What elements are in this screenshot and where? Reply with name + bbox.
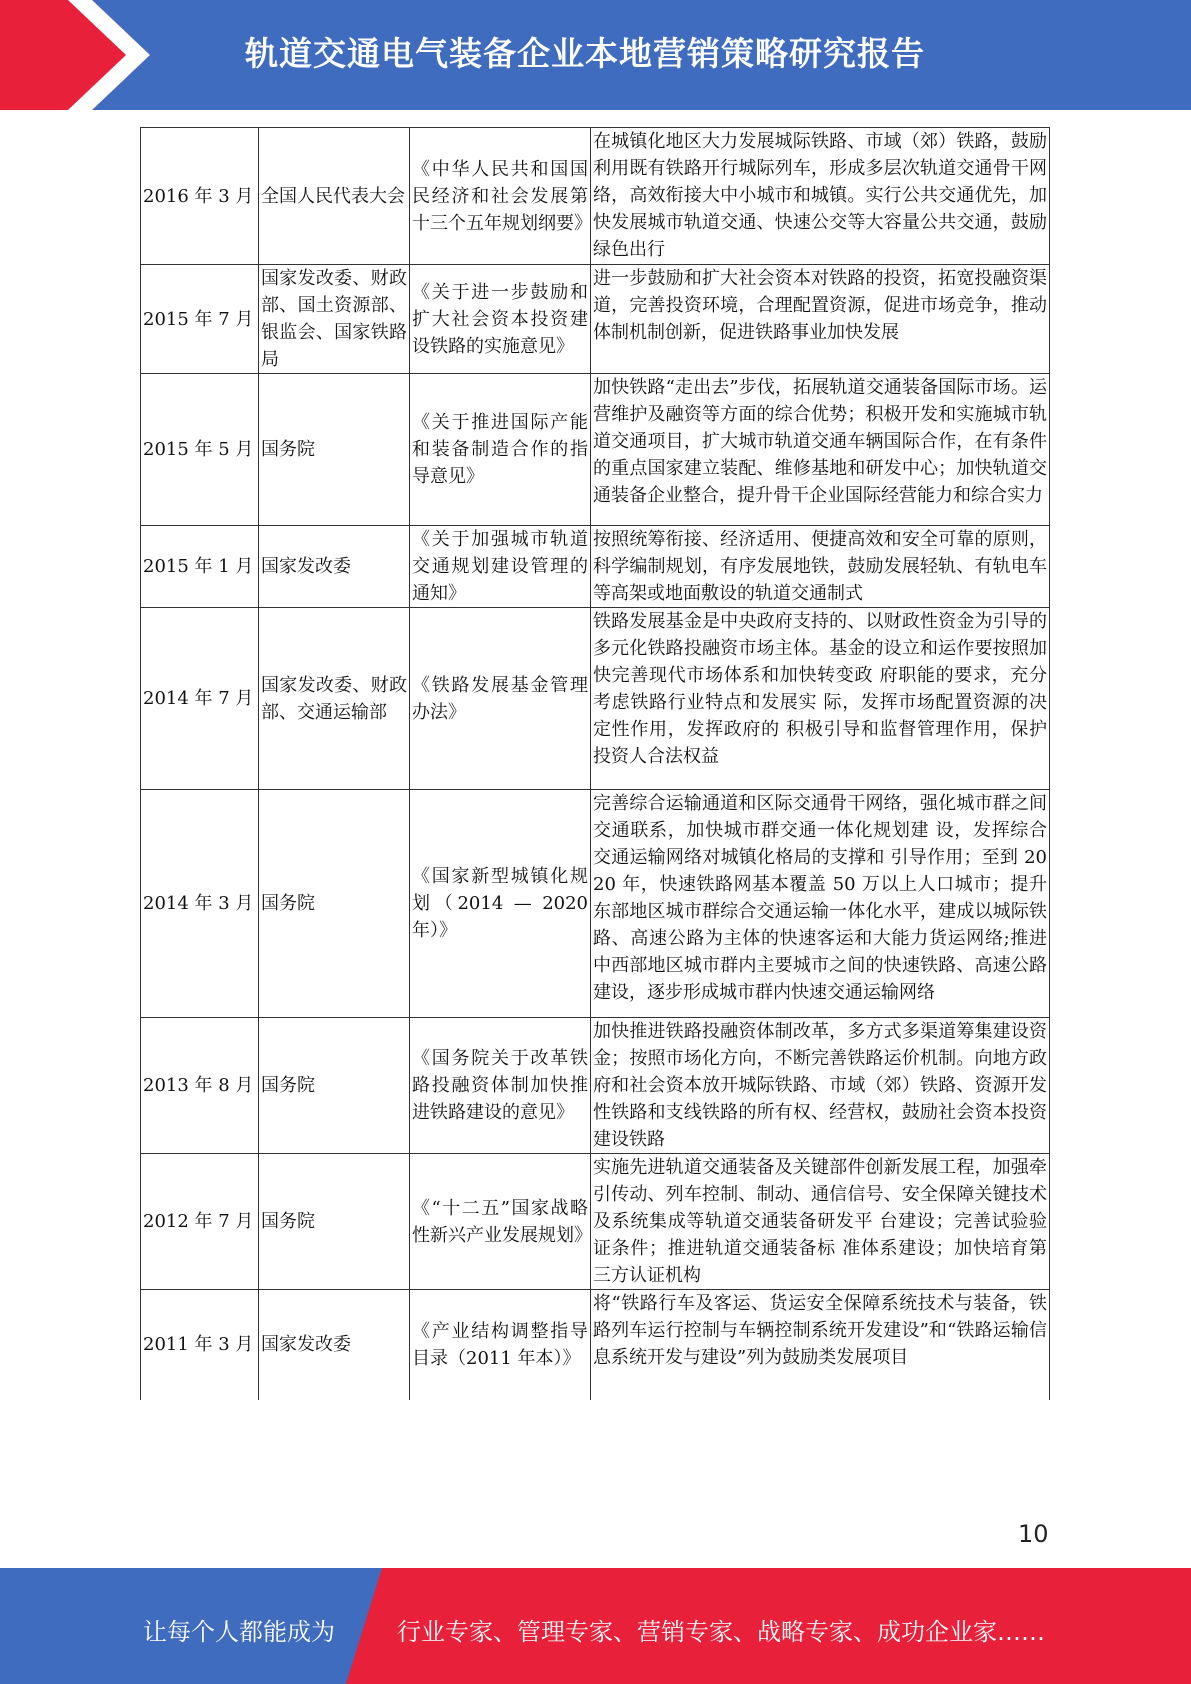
row-date: 2013 年 8 月: [141, 1018, 259, 1154]
row-document: 《“十二五”国家战略性新兴产业发展规划》: [410, 1154, 591, 1290]
table-row: [141, 526, 1050, 608]
row-document: 《中华人民共和国国民经济和社会发展第十三个五年规划纲要》: [410, 128, 591, 265]
footer-slogan-left: 让每个人都能成为: [143, 1618, 335, 1646]
row-document: 《国务院关于改革铁路投融资体制加快推进铁路建设的意见》: [410, 1018, 591, 1154]
row-document: 《铁路发展基金管理办法》: [410, 608, 591, 790]
row-date: 2015 年 7 月: [141, 265, 259, 374]
row-document: 《关于进一步鼓励和扩大社会资本投资建设铁路的实施意见》: [410, 265, 591, 374]
row-issuer: 国家发改委: [259, 1290, 410, 1400]
row-date: 2011 年 3 月: [141, 1290, 259, 1400]
row-content: 加快推进铁路投融资体制改革，多方式多渠道筹集建设资金；按照市场化方向，不断完善铁路运价机制。向地方政府和社会资本放开城际铁路、市域（郊）铁路、资源开发性铁路和支线铁路的所有权、经营权，鼓励社会资本投资建设铁路: [591, 1018, 1050, 1154]
table-row: [141, 265, 1050, 374]
row-date: 2015 年 1 月: [141, 526, 259, 608]
row-content: 进一步鼓励和扩大社会资本对铁路的投资，拓宽投融资渠道，完善投资环境，合理配置资源，促进市场竞争，推动体制机制创新，促进铁路事业加快发展: [591, 265, 1050, 374]
row-issuer: 国务院: [259, 374, 410, 526]
row-document: 《产业结构调整指导目录（2011 年本）》: [410, 1290, 591, 1400]
row-content: 加快铁路“走出去”步伐，拓展轨道交通装备国际市场。运营维护及融资等方面的综合优势；积极开发和实施城市轨道交通项目，扩大城市轨道交通车辆国际合作，在有条件的重点国家建立装配、维修基地和研发中心；加快轨道交通装备企业整合，提升骨干企业国际经营能力和综合实力: [591, 374, 1050, 526]
policy-table: [140, 127, 1050, 1400]
table-row: [141, 374, 1050, 526]
row-issuer: 国务院: [259, 1018, 410, 1154]
row-issuer: 国务院: [259, 790, 410, 1018]
table-row: [141, 1154, 1050, 1290]
header-red-arrow-decoration: [0, 0, 150, 110]
row-content: 将“铁路行车及客运、货运安全保障系统技术与装备，铁路列车运行控制与车辆控制系统开发建设”和“铁路运输信息系统开发与建设”列为鼓励类发展项目: [591, 1290, 1050, 1400]
row-document: 《关于推进国际产能和装备制造合作的指导意见》: [410, 374, 591, 526]
row-issuer: 国家发改委: [259, 526, 410, 608]
row-content: 实施先进轨道交通装备及关键部件创新发展工程，加强牵引传动、列车控制、制动、通信信号、安全保障关键技术及系统集成等轨道交通装备研发平 台建设；完善试验验证条件；推进轨道交通装备标 准体系建设；加快培育第三方认证机构: [591, 1154, 1050, 1290]
table-row: [141, 1290, 1050, 1400]
row-date: 2016 年 3 月: [141, 128, 259, 265]
row-content: 完善综合运输通道和区际交通骨干网络，强化城市群之间交通联系，加快城市群交通一体化规划建 设，发挥综合交通运输网络对城镇化格局的支撑和 引导作用；至到 2020 年，快速铁路网基本覆盖 50 万以上人口城市；提升东部地区城市群综合交通运输一体化水平，建成以城际铁路、高速公路为主体的快速客运和大能力货运网络;推进中西部地区城市群内主要城市之间的快速铁路、高速公路建设，逐步形成城市群内快速交通运输网络: [591, 790, 1050, 1018]
row-issuer: 全国人民代表大会: [259, 128, 410, 265]
row-content: 按照统筹衔接、经济适用、便捷高效和安全可靠的原则，科学编制规划，有序发展地铁，鼓励发展轻轨、有轨电车等高架或地面敷设的轨道交通制式: [591, 526, 1050, 608]
report-title: 轨道交通电气装备企业本地营销策略研究报告: [245, 34, 925, 73]
row-issuer: 国家发改委、财政部、交通运输部: [259, 608, 410, 790]
page-footer: [0, 1568, 1191, 1684]
row-issuer: 国家发改委、财政部、国土资源部、银监会、国家铁路局: [259, 265, 410, 374]
row-date: 2014 年 3 月: [141, 790, 259, 1018]
page-number: 10: [1018, 1520, 1049, 1548]
row-document: 《关于加强城市轨道交通规划建设管理的通知》: [410, 526, 591, 608]
table-row: [141, 128, 1050, 265]
table-row: [141, 790, 1050, 1018]
row-content: 在城镇化地区大力发展城际铁路、市域（郊）铁路，鼓励利用既有铁路开行城际列车，形成多层次轨道交通骨干网络，高效衔接大中小城市和城镇。实行公共交通优先，加快发展城市轨道交通、快速公交等大容量公共交通，鼓励绿色出行: [591, 128, 1050, 265]
row-content: 铁路发展基金是中央政府支持的、以财政性资金为引导的多元化铁路投融资市场主体。基金的设立和运作要按照加快完善现代市场体系和加快转变政 府职能的要求，充分考虑铁路行业特点和发展实 际，发挥市场配置资源的决定性作用，发挥政府的 积极引导和监督管理作用，保护投资人合法权益: [591, 608, 1050, 790]
row-date: 2015 年 5 月: [141, 374, 259, 526]
row-document: 《国家新型城镇化规划（2014 — 2020 年）》: [410, 790, 591, 1018]
table-row: [141, 1018, 1050, 1154]
row-date: 2014 年 7 月: [141, 608, 259, 790]
row-issuer: 国务院: [259, 1154, 410, 1290]
row-date: 2012 年 7 月: [141, 1154, 259, 1290]
page-header: [0, 0, 1191, 110]
table-row: [141, 608, 1050, 790]
footer-slogan-right: 行业专家、管理专家、营销专家、战略专家、成功企业家……: [397, 1618, 1045, 1646]
